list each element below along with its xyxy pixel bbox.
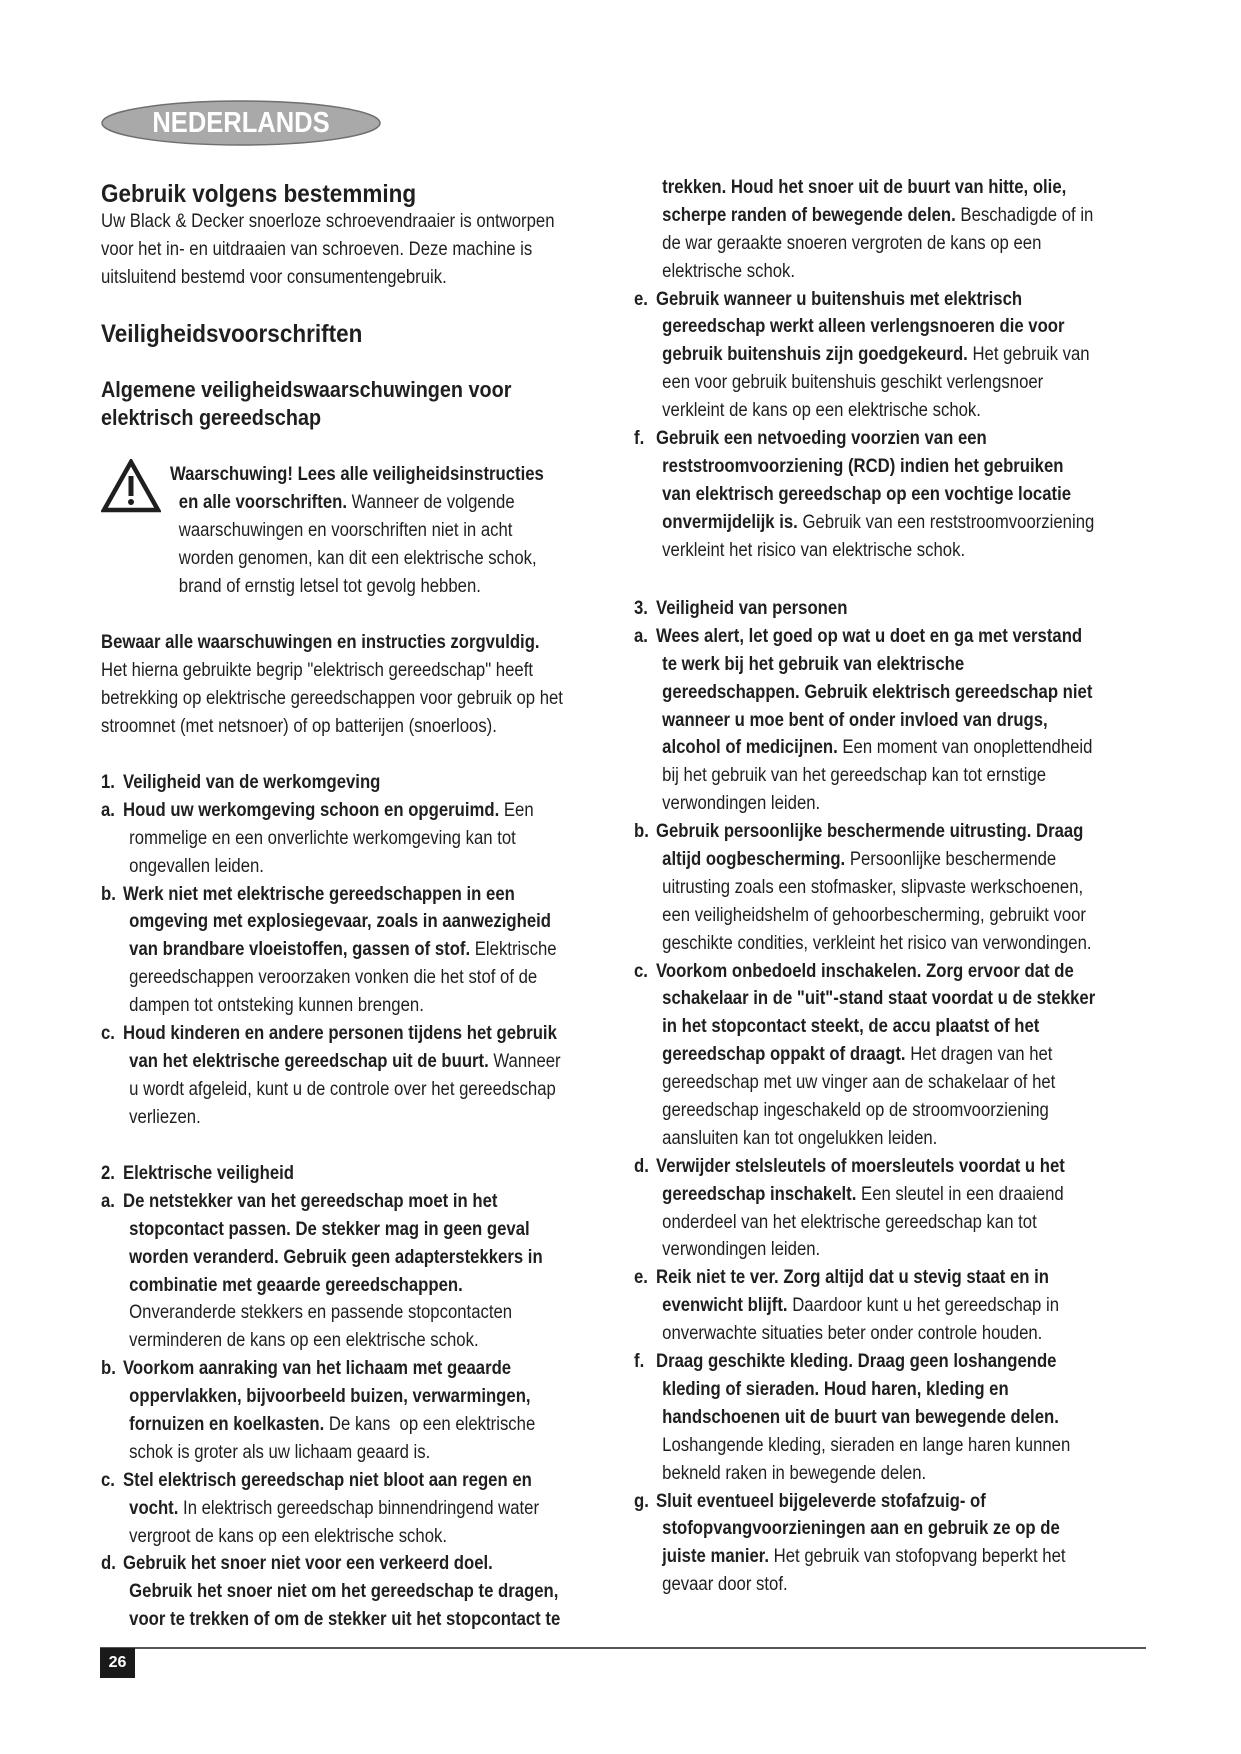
- list-marker: c.: [634, 960, 648, 982]
- bold-text: Voorkom onbedoeld inschakelen. Zorg ervoor dat de: [656, 960, 1074, 982]
- bold-text: gereedschap inschakelt.: [662, 1183, 857, 1205]
- text-line: [634, 509, 1094, 537]
- bold-text: van het elektrische gereedschap uit de buurt.: [129, 1050, 489, 1072]
- text-line: [101, 936, 561, 964]
- text-line: [634, 481, 1094, 509]
- bold-text: De netstekker van het gereedschap moet in het: [123, 1190, 498, 1212]
- list-marker: e.: [634, 288, 648, 310]
- body-text: voor het in- en uitdraaien van schroeven. Deze machine is: [101, 238, 533, 260]
- language-tab: [100, 99, 382, 147]
- body-text: u wordt afgeleid, kunt u de controle over het gereedschap: [129, 1078, 556, 1100]
- text-line: [634, 286, 1094, 314]
- text-line: [101, 1411, 560, 1439]
- text-line: [634, 790, 1095, 818]
- bold-text: stopcontact passen. De stekker mag in geen geval: [129, 1218, 530, 1240]
- text-line: [634, 818, 1095, 846]
- bold-text: Voorkom aanraking van het lichaam met geaarde: [123, 1358, 512, 1380]
- bold-text: trekken. Houd het snoer uit de buurt van hitte, olie,: [662, 177, 1067, 198]
- left-warning-block: [170, 461, 595, 600]
- left-list-block: [101, 1160, 623, 1634]
- text-line: [101, 1216, 560, 1244]
- body-text: gereedschap met uw vinger aan de schakelaar of het: [662, 1072, 1056, 1094]
- bold-text: Werk niet met elektrische gereedschappen in een: [123, 883, 515, 905]
- text-line: [634, 762, 1095, 790]
- list-marker: f.: [634, 428, 645, 450]
- subsection-heading: Algemene veiligheidswaarschuwingen voor: [101, 377, 512, 402]
- bold-text: schakelaar in de "uit"-stand staat voordat u de stekker: [662, 988, 1096, 1010]
- text-line: [634, 1209, 1095, 1237]
- bold-text: stofopvangvoorzieningen aan en gebruik ze op de: [662, 1518, 1060, 1540]
- text-line: [634, 453, 1094, 481]
- body-text: stroomnet (met netsnoer) of op batterijen (snoerloos).: [101, 715, 497, 737]
- text-line: [101, 825, 561, 853]
- bold-text: voor te trekken of om de stekker uit het stopcontact te: [129, 1609, 561, 1631]
- text-line: [170, 517, 544, 545]
- text-line: [101, 1327, 560, 1355]
- body-text: Daardoor kunt u het gereedschap in: [787, 1295, 1060, 1317]
- text-line: [101, 769, 561, 797]
- body-text: rommelige en een onverlichte werkomgeving kan tot: [129, 827, 516, 849]
- body-text: verwondingen leiden.: [662, 1239, 821, 1261]
- text-line: [170, 489, 544, 517]
- bold-text: vocht.: [129, 1497, 179, 1519]
- body-text: uitsluitend bestemd voor consumentengebruik.: [101, 266, 447, 288]
- text-line: [101, 1467, 560, 1495]
- bold-text: Stel elektrisch gereedschap niet bloot aan regen en: [123, 1469, 532, 1491]
- body-text: waarschuwingen en voorschriften niet in acht: [178, 519, 513, 541]
- body-text: betrekking op elektrische gereedschappen voor gebruik op het: [101, 687, 563, 709]
- text-line: [634, 1097, 1095, 1125]
- body-text: dampen tot ontsteking kunnen brengen.: [129, 995, 424, 1017]
- body-text: Wanneer de volgende: [346, 491, 515, 513]
- body-text: Onveranderde stekkers en passende stopcontacten: [129, 1302, 513, 1324]
- text-line: [634, 1432, 1095, 1460]
- list-marker: a.: [634, 625, 648, 647]
- text-line: [101, 964, 561, 992]
- list-marker: 1.: [101, 772, 115, 793]
- text-line: [634, 1404, 1095, 1432]
- text-line: [634, 313, 1094, 341]
- body-text: aansluiten kan tot ongelukken leiden.: [662, 1127, 938, 1149]
- body-text: Het gebruik van: [967, 344, 1090, 366]
- list-marker: b.: [101, 883, 116, 905]
- body-text: elektrische schok.: [662, 260, 796, 282]
- text-line: [634, 1488, 1095, 1516]
- text-line: [634, 1571, 1095, 1599]
- bold-text: worden veranderd. Gebruik geen adapterstekkers in: [129, 1246, 543, 1268]
- text-line: [101, 1188, 560, 1216]
- text-line: [101, 208, 555, 236]
- body-text: Gebruik van een reststroomvoorziening: [797, 511, 1095, 533]
- body-text: schok is groter als uw lichaam geaard is.: [129, 1441, 431, 1463]
- body-text: worden genomen, kan dit een elektrische schok,: [178, 547, 537, 569]
- body-text: verwondingen leiden.: [662, 793, 821, 815]
- body-text: brand of ernstig letsel tot gevolg hebben.: [178, 575, 481, 597]
- bold-text: Gebruik een netvoeding voorzien van een: [656, 428, 987, 450]
- bold-text: Waarschuwing! Lees alle veiligheidsinstructies: [170, 464, 544, 485]
- text-line: [101, 629, 563, 657]
- bold-text: Gebruik het snoer niet om het gereedschap te dragen,: [129, 1581, 559, 1603]
- body-text: Elektrische: [470, 939, 557, 961]
- section-heading: Veiligheidsvoorschriften: [101, 320, 363, 348]
- bold-text: in het stopcontact steekt, de accu plaatst of het: [662, 1016, 1040, 1038]
- body-text: Een: [499, 799, 534, 821]
- list-marker: d.: [634, 1155, 649, 1177]
- text-line: [634, 1153, 1095, 1181]
- text-line: [634, 397, 1094, 425]
- body-text: uitrusting zoals een stofmasker, slipvaste werkschoenen,: [662, 876, 1084, 898]
- text-line: [634, 1069, 1095, 1097]
- text-line: [101, 1578, 560, 1606]
- body-text: de war geraakte snoeren vergroten de kans op een: [662, 232, 1042, 254]
- text-line: [634, 341, 1094, 369]
- body-text: vergroot de kans op een elektrische schok.: [129, 1525, 448, 1547]
- list-marker: a.: [101, 799, 115, 821]
- text-line: [101, 1020, 561, 1048]
- body-text: Uw Black & Decker snoerloze schroevendraaier is ontworpen: [101, 211, 555, 232]
- bold-text: Reik niet te ver. Zorg altijd dat u stevig staat en in: [656, 1267, 1050, 1289]
- body-text: verminderen de kans op een elektrische schok.: [129, 1330, 479, 1352]
- list-marker: 2.: [101, 1163, 115, 1184]
- text-line: [101, 1439, 560, 1467]
- body-text: De kans op een elektrische: [324, 1414, 536, 1436]
- text-line: [634, 930, 1095, 958]
- text-line: [634, 734, 1095, 762]
- text-line: [101, 264, 555, 292]
- text-line: [634, 985, 1095, 1013]
- list-marker: b.: [634, 821, 649, 843]
- bold-text: gereedschap werkt alleen verlengsnoeren die voor: [662, 316, 1065, 338]
- footer-divider: [100, 1647, 1146, 1649]
- list-marker: d.: [101, 1553, 116, 1575]
- page-number: 26: [100, 1648, 135, 1678]
- text-line: [101, 1048, 561, 1076]
- text-line: [101, 881, 561, 909]
- bold-text: Draag geschikte kleding. Draag geen loshangende: [656, 1351, 1057, 1373]
- bold-text: Veiligheid van de werkomgeving: [123, 772, 381, 793]
- list-marker: 3.: [634, 598, 648, 619]
- text-line: [170, 573, 544, 601]
- text-line: [634, 679, 1095, 707]
- bold-text: Verwijder stelsleutels of moersleutels voordat u het: [656, 1155, 1065, 1177]
- bold-text: van elektrisch gereedschap op een vochtige locatie: [662, 483, 1072, 505]
- body-text: Persoonlijke beschermende: [845, 849, 1057, 871]
- text-line: [634, 202, 1094, 230]
- body-text: verkleint de kans op een elektrische schok.: [662, 400, 981, 422]
- bold-text: juiste manier.: [662, 1546, 770, 1568]
- body-text: Beschadigde of in: [955, 204, 1094, 226]
- text-line: [101, 685, 563, 713]
- bold-text: gereedschap oppakt of draagt.: [662, 1044, 906, 1066]
- text-line: [101, 1272, 560, 1300]
- right-list-block: [634, 174, 1157, 564]
- bold-text: Gebruik persoonlijke beschermende uitrusting. Draag: [656, 821, 1084, 843]
- text-line: [634, 1013, 1095, 1041]
- bold-text: handschoenen uit de buurt van bewegende delen.: [662, 1406, 1059, 1428]
- bold-text: Gebruik het snoer niet voor een verkeerd doel.: [123, 1553, 493, 1575]
- text-line: [634, 1181, 1095, 1209]
- section-heading: Gebruik volgens bestemming: [101, 180, 417, 208]
- body-text: bij het gebruik van het gereedschap kan tot ernstige: [662, 765, 1047, 787]
- bold-text: kleding of sieraden. Houd haren, kleding en: [662, 1378, 1009, 1400]
- bold-text: te werk bij het gebruik van elektrische: [662, 653, 965, 675]
- body-text: Een sleutel in een draaiend: [856, 1183, 1064, 1205]
- bold-text: combinatie met geaarde gereedschappen.: [129, 1274, 463, 1296]
- body-text: gereedschappen veroorzaken vonken die het stof of de: [129, 967, 538, 989]
- text-line: [634, 1125, 1095, 1153]
- list-marker: f.: [634, 1351, 645, 1373]
- body-text: ongevallen leiden.: [129, 855, 264, 877]
- body-text: gevaar door stof.: [662, 1574, 788, 1596]
- bold-text: Wees alert, let goed op wat u doet en ga met verstand: [656, 625, 1083, 647]
- text-line: [101, 1495, 560, 1523]
- text-line: [634, 874, 1095, 902]
- text-line: [634, 958, 1095, 986]
- text-line: [634, 258, 1094, 286]
- bold-text: fornuizen en koelkasten.: [129, 1414, 325, 1436]
- text-line: [101, 1076, 561, 1104]
- list-marker: c.: [101, 1023, 115, 1045]
- text-line: [634, 1292, 1095, 1320]
- body-text: verliezen.: [129, 1106, 201, 1128]
- bold-text: alcohol of medicijnen.: [662, 737, 838, 759]
- body-text: Het gebruik van stofopvang beperkt het: [769, 1546, 1066, 1568]
- bold-text: omgeving met explosiegevaar, zoals in aanwezigheid: [129, 911, 552, 933]
- text-line: [634, 1320, 1095, 1348]
- language-label: NEDERLANDS: [152, 107, 330, 139]
- body-text: Het dragen van het: [905, 1044, 1053, 1066]
- body-text: Wanneer: [488, 1050, 561, 1072]
- bold-text: wanneer u moe bent of onder invloed van drugs,: [662, 709, 1048, 731]
- text-line: [634, 230, 1094, 258]
- body-text: onverwachte situaties beter onder controle houden.: [662, 1323, 1043, 1345]
- bold-text: en alle voorschriften.: [178, 491, 347, 513]
- body-text: verkleint het risico van elektrische schok.: [662, 539, 966, 561]
- text-line: [101, 1606, 560, 1634]
- text-line: [101, 1244, 560, 1272]
- text-line: [634, 1515, 1095, 1543]
- bold-text: Gebruik wanneer u buitenshuis met elektrisch: [656, 288, 1023, 310]
- body-text: Loshangende kleding, sieraden en lange haren kunnen: [662, 1434, 1071, 1456]
- right-list-block: [634, 595, 1158, 1599]
- body-text: In elektrisch gereedschap binnendringend water: [178, 1497, 540, 1519]
- list-marker: a.: [101, 1190, 115, 1212]
- text-line: [634, 1236, 1095, 1264]
- text-line: [634, 369, 1094, 397]
- bold-text: onvermijdelijk is.: [662, 511, 798, 533]
- warning-triangle-icon: [101, 459, 161, 518]
- text-line: [170, 461, 544, 489]
- text-line: [634, 1376, 1095, 1404]
- list-marker: g.: [634, 1490, 649, 1512]
- bold-text: van brandbare vloeistoffen, gassen of stof.: [129, 939, 471, 961]
- text-line: [634, 846, 1095, 874]
- text-line: [634, 1543, 1095, 1571]
- body-text: bekneld raken in bewegende delen.: [662, 1462, 927, 1484]
- body-text: geschikte condities, verkleint het risico van verwondingen.: [662, 932, 1092, 954]
- bold-text: reststroomvoorziening (RCD) indien het gebruiken: [662, 455, 1064, 477]
- text-line: [634, 623, 1095, 651]
- list-marker: e.: [634, 1267, 648, 1289]
- text-line: [101, 1523, 560, 1551]
- text-line: [101, 797, 561, 825]
- text-line: [101, 1383, 560, 1411]
- left-p-block: [101, 629, 626, 741]
- bold-text: Houd uw werkomgeving schoon en opgeruimd.: [123, 799, 500, 821]
- text-line: [101, 908, 561, 936]
- text-line: [634, 425, 1094, 453]
- bold-text: Elektrische veiligheid: [123, 1163, 294, 1184]
- bold-text: gebruik buitenshuis zijn goedgekeurd.: [662, 344, 968, 366]
- text-line: [634, 707, 1095, 735]
- text-line: [634, 1460, 1095, 1488]
- text-line: [634, 174, 1094, 202]
- left-h3-block: [101, 376, 557, 431]
- bold-text: oppervlakken, bijvoorbeeld buizen, verwarmingen,: [129, 1386, 531, 1408]
- left-list-block: [101, 769, 623, 1132]
- bold-text: Veiligheid van personen: [656, 598, 848, 619]
- text-line: [101, 853, 561, 881]
- left-h2-block: [101, 319, 391, 349]
- text-line: [101, 657, 563, 685]
- subsection-heading: elektrisch gereedschap: [101, 404, 322, 430]
- text-line: [101, 1550, 560, 1578]
- bold-text: Houd kinderen en andere personen tijdens het gebruik: [123, 1023, 557, 1045]
- body-text: Een moment van onoplettendheid: [837, 737, 1093, 759]
- text-line: [101, 713, 563, 741]
- body-text: onderdeel van het elektrische gereedschap kan tot: [662, 1211, 1037, 1233]
- text-line: [634, 1264, 1095, 1292]
- text-line: [101, 236, 555, 264]
- text-line: [101, 992, 561, 1020]
- text-line: [634, 651, 1095, 679]
- text-line: [170, 545, 544, 573]
- body-text: een veiligheidshelm of gehoorbescherming, gebruikt voor: [662, 904, 1086, 926]
- left-p-block: [101, 208, 616, 292]
- bold-text: evenwicht blijft.: [662, 1295, 788, 1317]
- bold-text: gereedschappen. Gebruik elektrisch gereedschap niet: [662, 681, 1093, 703]
- bold-text: scherpe randen of bewegende delen.: [662, 204, 956, 226]
- bold-text: Bewaar alle waarschuwingen en instructies zorgvuldig.: [101, 632, 540, 653]
- text-line: [634, 902, 1095, 930]
- text-line: [634, 1348, 1095, 1376]
- body-text: gereedschap ingeschakeld op de stroomvoorziening: [662, 1100, 1049, 1122]
- text-line: [101, 1355, 560, 1383]
- body-text: Het hierna gebruikte begrip "elektrisch gereedschap" heeft: [101, 659, 533, 681]
- bold-text: altijd oogbescherming.: [662, 849, 846, 871]
- text-line: [634, 1041, 1095, 1069]
- text-line: [101, 1299, 560, 1327]
- list-marker: c.: [101, 1469, 115, 1491]
- list-marker: b.: [101, 1358, 116, 1380]
- text-line: [101, 1160, 560, 1188]
- text-line: [634, 537, 1094, 565]
- bold-text: Sluit eventueel bijgeleverde stofafzuig- of: [656, 1490, 986, 1512]
- text-line: [634, 595, 1095, 623]
- body-text: een voor gebruik buitenshuis geschikt verlengsnoer: [662, 372, 1044, 394]
- text-line: [101, 1104, 561, 1132]
- left-h2-block: [101, 179, 451, 209]
